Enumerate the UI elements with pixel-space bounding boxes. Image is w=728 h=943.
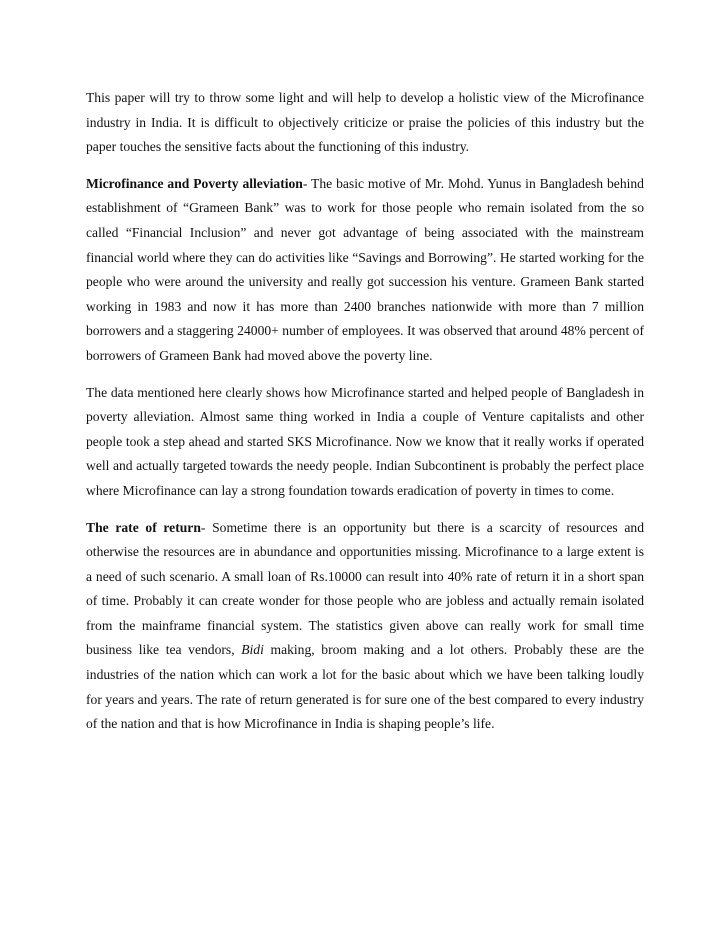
bidi-italic-word: Bidi xyxy=(241,642,264,658)
document-page xyxy=(86,86,644,749)
rate-of-return-text-after: making, broom making and a lot others. Probably these are the industries of the nation which can work a lot for the basic about which we have been talking loudly for years and years. The rate of return generated is for sure one of the best compared to every industry of the nation and that is how Microfinance in India is shaping people’s life. xyxy=(86,642,644,732)
rate-of-return-paragraph xyxy=(86,516,644,737)
data-mentioned-paragraph: The data mentioned here clearly shows how Microfinance started and helped people of Bangladesh in poverty alleviation. Almost same thing worked in India a couple of Venture capitalists and other people took a step ahead and started SKS Microfinance. Now we know that it really works if operated well and actually targeted towards the needy people. Indian Subcontinent is probably the perfect place where Microfinance can lay a strong foundation towards eradication of poverty in times to come. xyxy=(86,384,644,498)
intro-paragraph: This paper will try to throw some light and will help to develop a holistic view of the Microfinance industry in India. It is difficult to objectively criticize or praise the policies of this industry but the paper touches the sensitive facts about the functioning of this industry. xyxy=(86,90,644,155)
rate-of-return-text-before: - Sometime there is an opportunity but there is a scarcity of resources and otherwise the resources are in abundance and opportunities missing. Microfinance to a large extent is a need of such scenario. A small loan of Rs.10000 can result into 40% rate of return it in a short span of time. Probably it can create wonder for those people who are jobless and actually remain isolated from the mainframe financial system. The statistics given above can really work for small time business like tea vendors, xyxy=(86,519,644,658)
poverty-alleviation-paragraph xyxy=(86,172,644,369)
poverty-alleviation-heading: Microfinance and Poverty alleviation xyxy=(86,175,303,191)
rate-of-return-heading: The rate of return xyxy=(86,519,201,535)
poverty-alleviation-text: - The basic motive of Mr. Mohd. Yunus in Bangladesh behind establishment of “Grameen Bank” was to work for those people who remain isolated from the so called “Financial Inclusion” and never got advantage of being associated with the mainstream financial world where they can do activities like “Savings and Borrowing”. He started working for the people who were around the university and really got succession his venture. Grameen Bank started working in 1983 and now it has more than 2400 branches nationwide with more than 7 million borrowers and a staggering 24000+ number of employees. It was observed that around 48% percent of borrowers of Grameen Bank had moved above the poverty line. xyxy=(86,175,644,363)
